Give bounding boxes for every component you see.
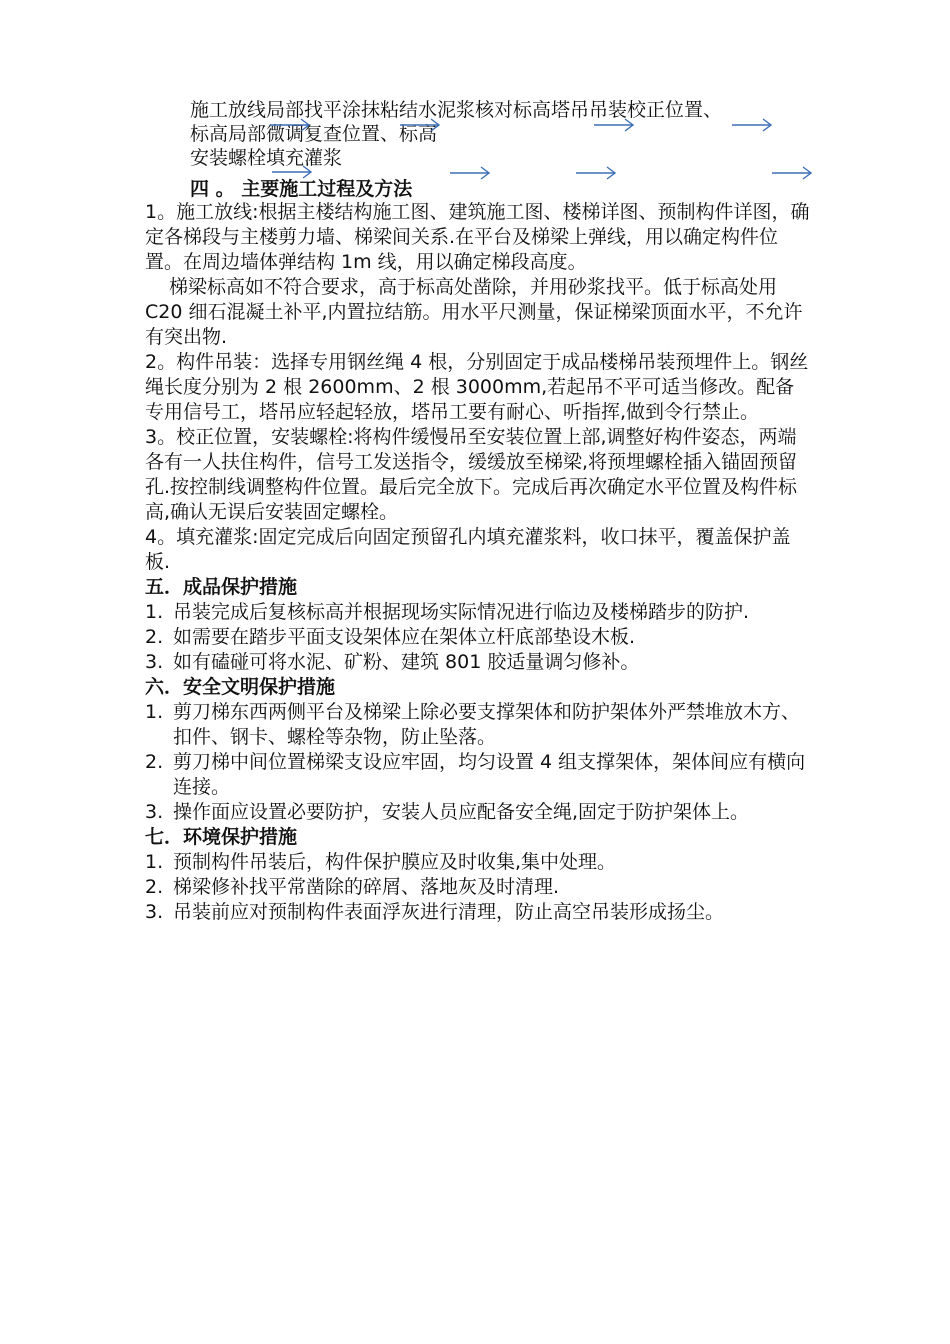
flow-arrow-icon [398,115,442,135]
section-4-paragraph-4: 3。校正位置，安装螺栓:将构件缓慢吊至安装位置上部,调整好构件姿态，两端各有一人扶住构件，信号工发送指令，缓缓放至梯梁,将预埋螺栓插入锚固预留孔.按控制线调整构件位置。最后完全放下。完成后再次确定水平位置及构件标高,确认无误后安装固定螺栓。 [145,426,798,523]
flow-arrow-icon [592,115,636,135]
list-item: 1. 剪刀梯东西两侧平台及梯梁上除必要支撑架体和防护架体外严禁堆放木方、扣件、钢卡、螺栓等杂物，防止坠落。 [145,701,801,748]
section-7-title: 七．环境保护措施 [145,826,298,848]
flow-arrow-icon [448,163,492,183]
list-item: 2. 剪刀梯中间位置梯梁支设应牢固，均匀设置 4 组支撑架体，架体间应有横向连接。 [145,751,806,798]
flow-line-2: 标高局部微调复查位置、标高 [190,123,438,145]
list-item: 2. 如需要在踏步平面支设架体应在架体立杆底部垫设木板. [145,626,636,648]
list-item: 1. 吊装完成后复核标高并根据现场实际情况进行临边及楼梯踏步的防护. [145,601,750,623]
section-6-title: 六．安全文明保护措施 [145,676,336,698]
flow-line-3: 安装螺栓填充灌浆 [190,147,343,169]
section-4-paragraph-2: 梯梁标高如不符合要求，高于标高处凿除，并用砂浆找平。低于标高处用 C20 细石混凝土补平,内置拉结筋。用水平尺测量，保证梯梁顶面水平，不允许有突出物. [145,276,803,348]
list-item: 3. 如有磕碰可将水泥、矿粉、建筑 801 胶适量调匀修补。 [145,651,640,673]
section-4-paragraph-3: 2。构件吊装：选择专用钢丝绳 4 根，分别固定于成品楼梯吊装预埋件上。钢丝绳长度分别为 2 根 2600mm、2 根 3000mm,若起吊不平可适当修改。配备专用信号工，塔吊应轻起轻放，塔吊工要有耐心、听指挥,做到令行禁止。 [145,351,809,423]
list-item: 1. 预制构件吊装后，构件保护膜应及时收集,集中处理。 [145,851,617,873]
section-5-title: 五．成品保护措施 [145,576,298,598]
flow-line-1: 施工放线局部找平涂抹粘结水泥浆核对标高塔吊吊装校正位置、 [190,99,723,121]
flow-arrow-icon [730,115,774,135]
flow-arrow-icon [268,115,312,135]
list-item: 3. 吊装前应对预制构件表面浮灰进行清理，防止高空吊装形成扬尘。 [145,901,725,923]
list-item: 2. 梯梁修补找平常凿除的碎屑、落地灰及时清理. [145,876,560,898]
flow-arrow-icon [574,163,618,183]
section-6-list [145,700,810,825]
section-4-paragraph-5: 4。填充灌浆:固定完成后向固定预留孔内填充灌浆料，收口抹平，覆盖保护盖板. [145,526,791,573]
list-item: 3. 操作面应设置必要防护，安装人员应配备安全绳,固定于防护架体上。 [145,801,750,823]
section-5-list [145,600,810,675]
section-4-paragraph-1: 1。施工放线:根据主楼结构施工图、建筑施工图、楼梯详图、预制构件详图，确定各梯段与主楼剪力墙、梯梁间关系.在平台及梯梁上弹线，用以确定构件位置。在周边墙体弹结构 1m 线，用以确定梯段高度。 [145,201,810,273]
section-7-list [145,850,810,925]
flow-arrow-icon [770,163,814,183]
document-body [145,200,810,925]
section-4-title: 四 。 主要施工过程及方法 [190,178,413,200]
